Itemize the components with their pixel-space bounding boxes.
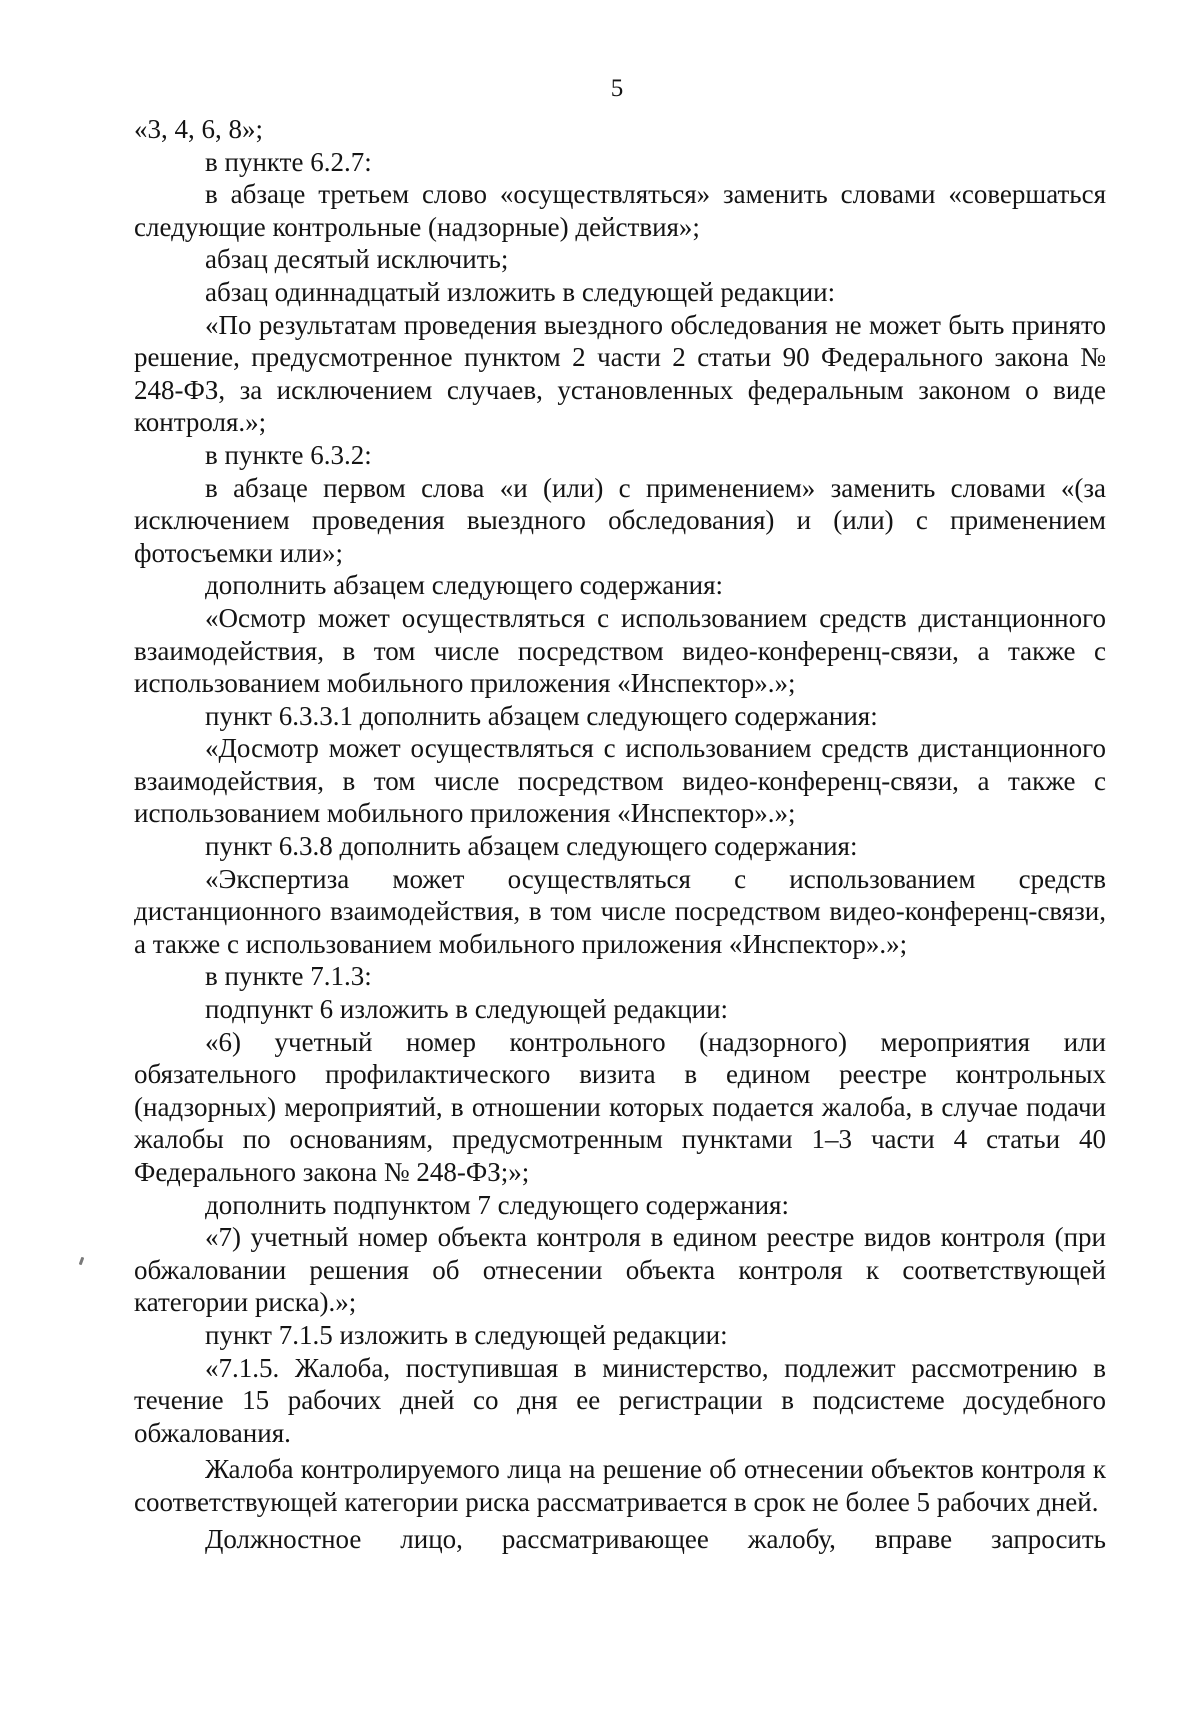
- paragraph-text: в абзаце первом слова «и (или) с применением» заменить словами «(за исключением проведения выездного обследования) и (или) с применением фотосъемки или»;: [134, 472, 1106, 568]
- paragraph-text: «Осмотр может осуществляться с использованием средств дистанционного взаимодействия, в том числе посредством видео-конференц-связи, а также с использованием мобильного приложения «Инспектор».»;: [134, 602, 1106, 699]
- paragraph-text: подпункт 6 изложить в следующей редакции:: [205, 994, 729, 1025]
- paragraph-text: Должностное лицо, рассматривающее жалобу, вправе запросить: [205, 1523, 1106, 1554]
- paragraph-text: в абзаце третьем слово «осуществляться» заменить словами «совершаться следующие контрольные (надзорные) действия»;: [134, 179, 1106, 242]
- paragraph-text: «Экспертиза может осуществляться с использованием средств дистанционного взаимодействия, в том числе посредством видео-конференц-связи, а также с использованием мобильного приложения «Инспектор».»;: [134, 863, 1106, 959]
- paragraph-text: пункт 7.1.5 изложить в следующей редакции:: [205, 1319, 728, 1350]
- paragraph-text: абзац десятый исключить;: [205, 244, 509, 275]
- paragraph-text: «По результатам проведения выездного обследования не может быть принято решение, предусмотренное пунктом 2 части 2 статьи 90 Федерального закона № 248-ФЗ, за исключением случаев, установленных федеральным законом о виде контроля.»;: [134, 309, 1106, 438]
- document-body: [134, 113, 1106, 1555]
- paragraph-text: «6) учетный номер контрольного (надзорного) мероприятия или обязательного профилактического визита в едином реестре контрольных (надзорных) мероприятий, в отношении которых подается жалоба, в случае подачи жалобы по основаниям, предусмотренным пунктами 1–3 части 4 статьи 40 Федерального закона № 248-ФЗ;»;: [134, 1026, 1106, 1187]
- paragraph-text: дополнить абзацем следующего содержания:: [205, 570, 724, 601]
- paragraph-text: «7) учетный номер объекта контроля в едином реестре видов контроля (при обжаловании решения об отнесении объекта контроля к соответствующей категории риска).»;: [134, 1222, 1106, 1318]
- paragraph-text: пункт 6.3.8 дополнить абзацем следующего содержания:: [205, 831, 858, 862]
- paragraph-text: Жалоба контролируемого лица на решение об отнесении объектов контроля к соответствующей категории риска рассматривается в срок не более 5 рабочих дней.: [134, 1454, 1106, 1517]
- paragraph-text: в пункте 6.3.2:: [205, 439, 372, 470]
- paragraph-text: в пункте 7.1.3:: [205, 961, 372, 992]
- paragraph-text: «3, 4, 6, 8»;: [134, 114, 264, 144]
- paragraph-text: в пункте 6.2.7:: [205, 146, 372, 177]
- paragraph-text: абзац одиннадцатый изложить в следующей редакции:: [205, 276, 836, 307]
- paragraph-text: дополнить подпунктом 7 следующего содержания:: [205, 1189, 789, 1220]
- paragraph-text: пункт 6.3.3.1 дополнить абзацем следующего содержания:: [205, 700, 878, 731]
- paragraph-text: «7.1.5. Жалоба, поступившая в министерство, подлежит рассмотрению в течение 15 рабочих дней со дня ее регистрации в подсистеме досудебного обжалования.: [134, 1352, 1106, 1448]
- margin-speck: [79, 1257, 85, 1266]
- page-number: 5: [610, 75, 624, 102]
- paragraph-text: «Досмотр может осуществляться с использованием средств дистанционного взаимодействия, в том числе посредством видео-конференц-связи, а также с использованием мобильного приложения «Инспектор».»;: [134, 733, 1106, 829]
